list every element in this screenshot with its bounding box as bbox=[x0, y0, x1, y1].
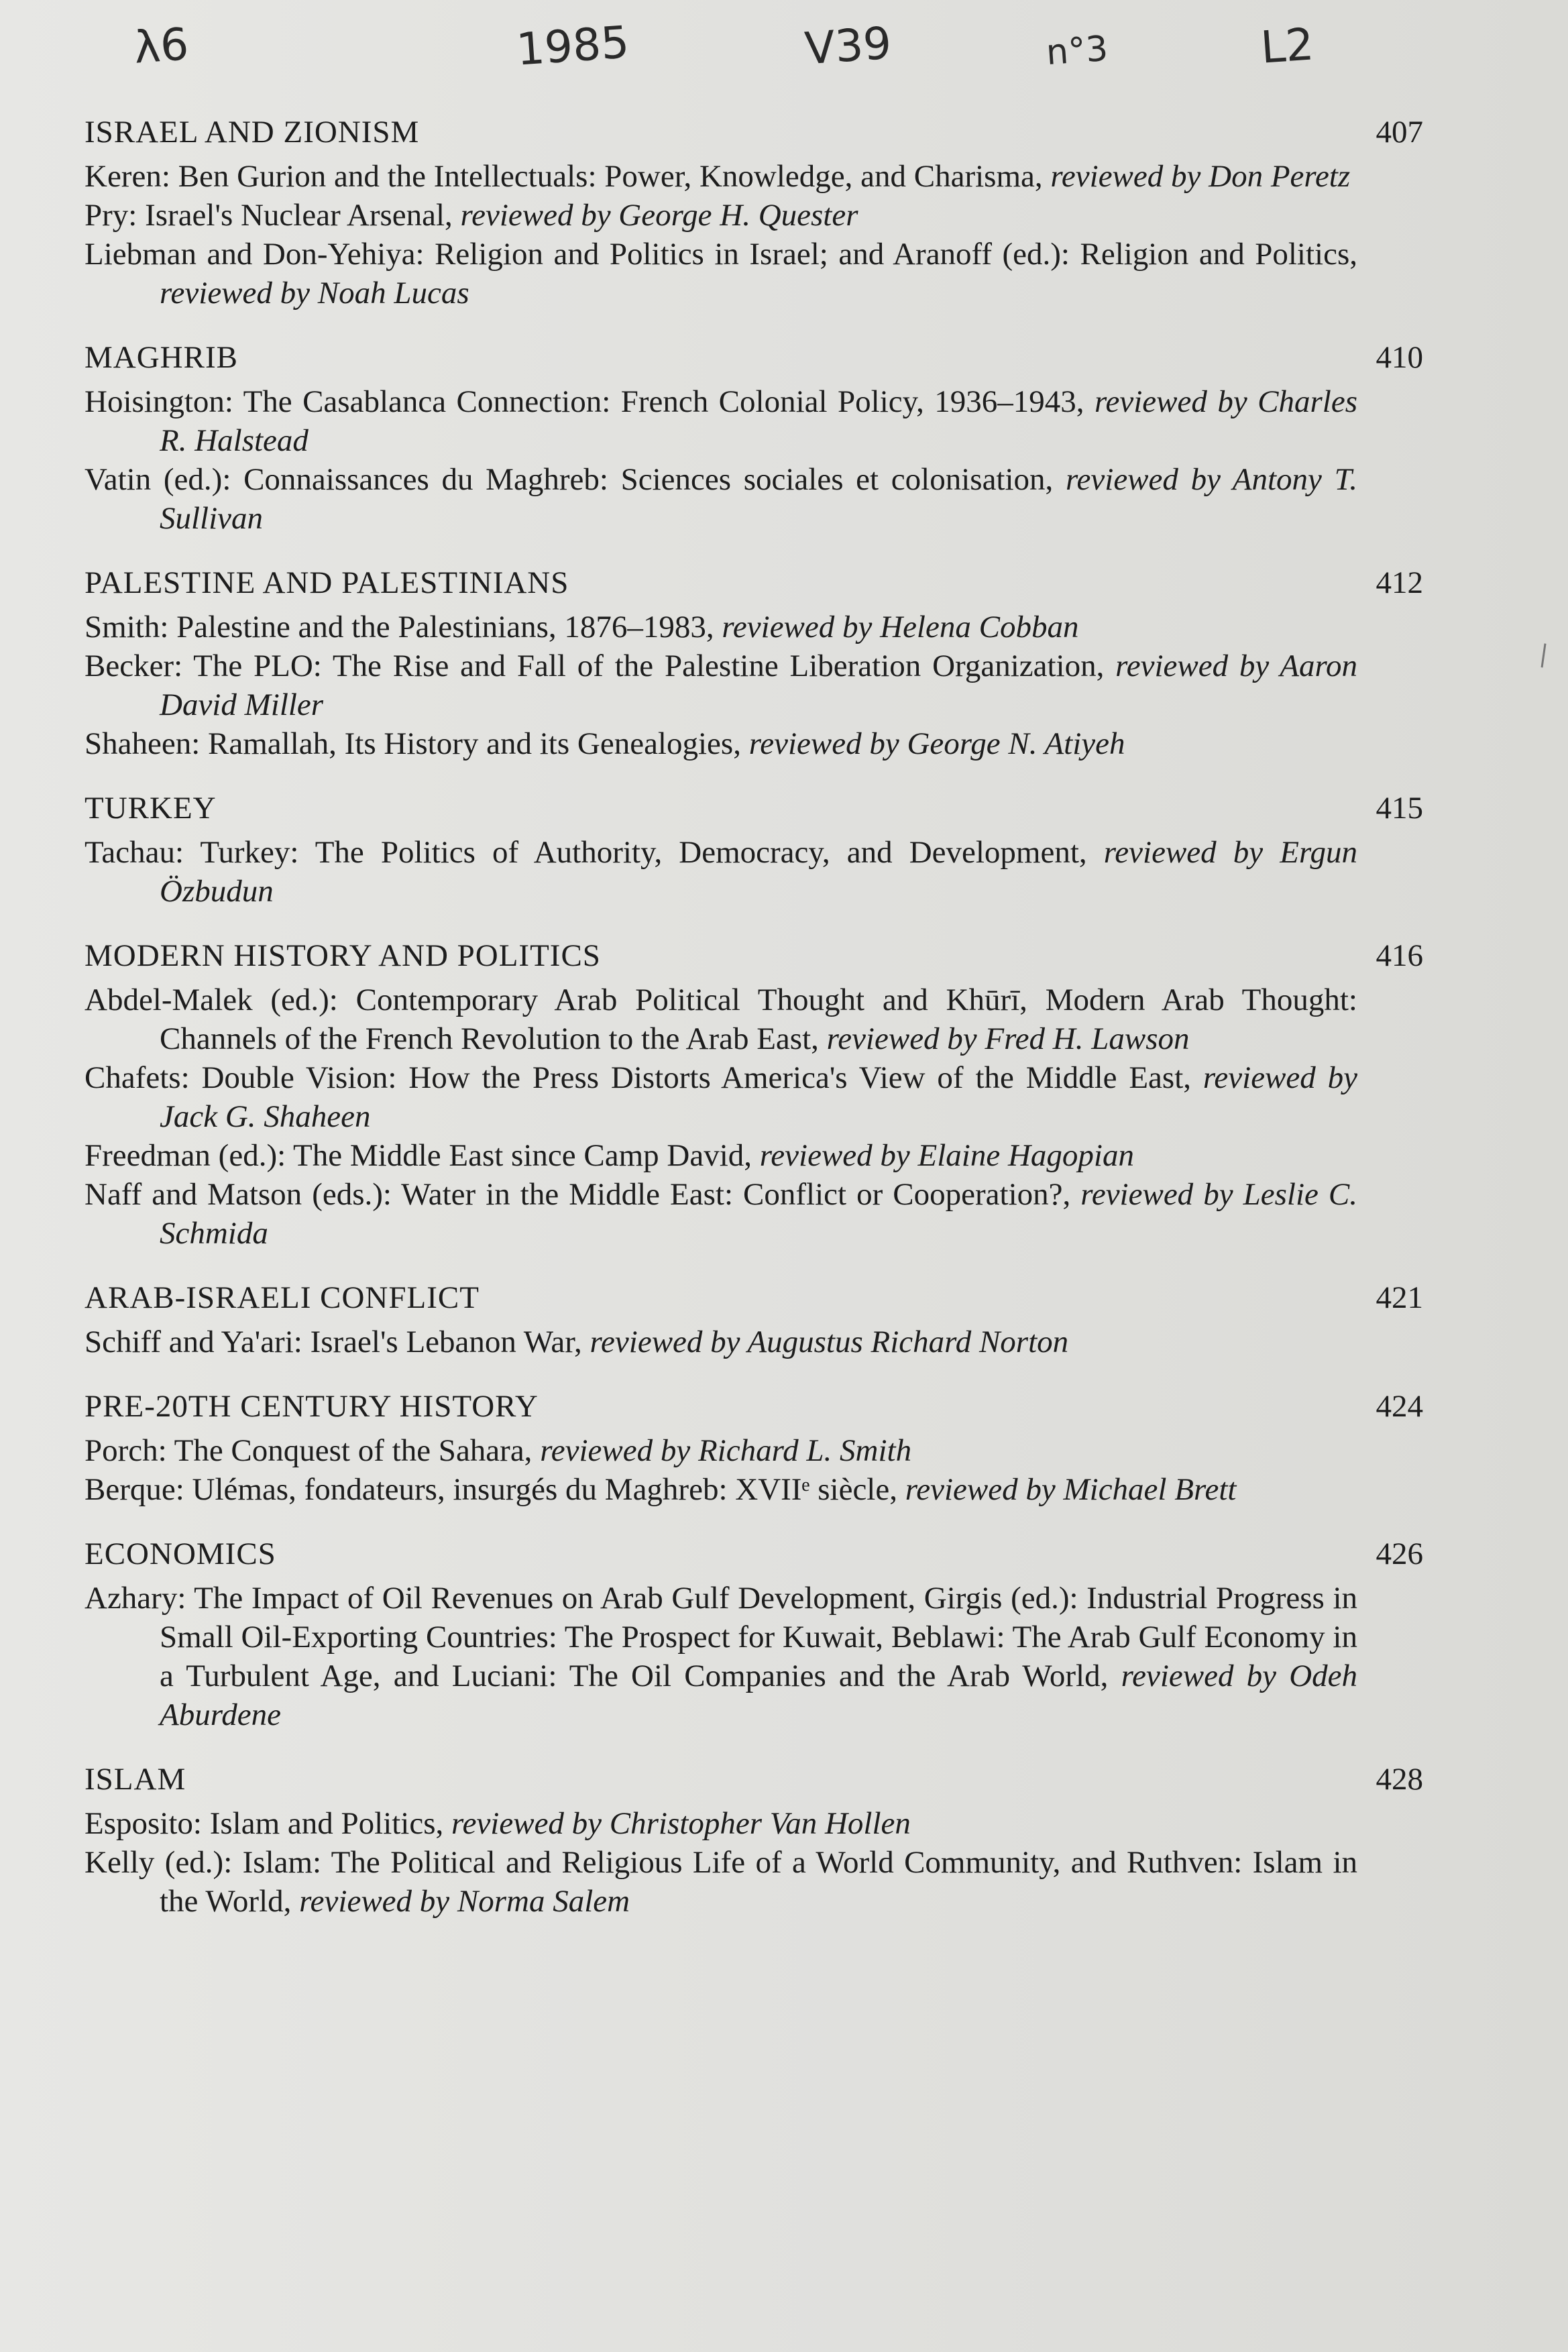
book-citation: Vatin (ed.): Connaissances du Maghreb: Sciences sociales et colonisation, bbox=[85, 462, 1054, 497]
reviewer-credit: reviewed by Elaine Hagopian bbox=[759, 1138, 1134, 1173]
section-heading bbox=[85, 339, 1423, 382]
section-title: ECONOMICS bbox=[85, 1536, 276, 1571]
review-entry bbox=[85, 196, 1357, 235]
section-page-number: 416 bbox=[1376, 938, 1423, 973]
table-of-contents bbox=[85, 114, 1426, 1948]
book-citation: Chafets: Double Vision: How the Press Distorts America's View of the Middle East, bbox=[85, 1060, 1192, 1095]
review-entry bbox=[85, 981, 1357, 1058]
review-entry bbox=[85, 647, 1357, 724]
review-entry bbox=[85, 608, 1357, 647]
section-page-number: 424 bbox=[1376, 1389, 1423, 1424]
section-heading bbox=[85, 938, 1423, 981]
section-heading bbox=[85, 1761, 1423, 1804]
book-citation: Abdel-Malek (ed.): Contemporary Arab Political Thought and Khūrī, Modern Arab Thought: Channels of the French Revolution to the Arab East, bbox=[85, 983, 1357, 1056]
section-heading bbox=[85, 1280, 1423, 1323]
review-entry bbox=[85, 1431, 1357, 1470]
section-page-number: 421 bbox=[1376, 1280, 1423, 1315]
section-title: PALESTINE AND PALESTINIANS bbox=[85, 565, 569, 600]
review-entry bbox=[85, 1175, 1357, 1253]
review-entry bbox=[85, 460, 1357, 538]
section-page-number: 412 bbox=[1376, 565, 1423, 600]
reviewer-credit: reviewed by Odeh Aburdene bbox=[160, 1659, 1358, 1732]
reviewer-credit: reviewed by Charles R. Halstead bbox=[160, 384, 1357, 458]
section-heading bbox=[85, 790, 1423, 833]
toc-section bbox=[85, 1536, 1426, 1734]
reviewer-credit: reviewed by Ergun Özbudun bbox=[160, 835, 1358, 909]
toc-section bbox=[85, 938, 1426, 1253]
book-citation: Azhary: The Impact of Oil Revenues on Arab Gulf Development, Girgis (ed.): Industrial Progress in Small Oil-Exporting Countries: The Prospect for Kuwait, Beblawi: The Arab Gulf Economy in a Turbulent Age, and Luciani: The Oil Companies and the Arab World, bbox=[85, 1581, 1357, 1693]
reviewer-credit: reviewed by Aaron David Miller bbox=[160, 649, 1357, 722]
review-entry bbox=[85, 1136, 1357, 1175]
toc-section bbox=[85, 1280, 1426, 1361]
section-heading bbox=[85, 1536, 1423, 1579]
review-entry bbox=[85, 724, 1357, 763]
section-heading bbox=[85, 1388, 1423, 1431]
reviewer-credit: reviewed by Jack G. Shaheen bbox=[160, 1060, 1357, 1134]
section-title: MODERN HISTORY AND POLITICS bbox=[85, 938, 601, 973]
book-citation: Naff and Matson (eds.): Water in the Middle East: Conflict or Cooperation?, bbox=[85, 1177, 1071, 1212]
handwritten-note: L2 bbox=[1259, 18, 1316, 74]
review-entry bbox=[85, 382, 1357, 460]
reviewer-credit: reviewed by Christopher Van Hollen bbox=[451, 1806, 911, 1841]
section-page-number: 426 bbox=[1376, 1536, 1423, 1571]
review-entry bbox=[85, 157, 1357, 196]
handwritten-note: λ6 bbox=[132, 18, 190, 74]
reviewer-credit: reviewed by George N. Atiyeh bbox=[748, 726, 1125, 761]
book-citation: Esposito: Islam and Politics, bbox=[85, 1806, 444, 1841]
reviewer-credit: reviewed by Michael Brett bbox=[905, 1472, 1237, 1507]
handwritten-note: n°3 bbox=[1045, 28, 1110, 74]
book-citation: Porch: The Conquest of the Sahara, bbox=[85, 1433, 533, 1468]
book-citation: Becker: The PLO: The Rise and Fall of the Palestine Liberation Organization, bbox=[85, 649, 1105, 683]
reviewer-credit: reviewed by Norma Salem bbox=[299, 1884, 630, 1919]
review-entry bbox=[85, 1323, 1357, 1361]
toc-section bbox=[85, 790, 1426, 911]
reviewer-credit: reviewed by Don Peretz bbox=[1050, 159, 1351, 194]
toc-section bbox=[85, 1761, 1426, 1921]
reviewer-credit: reviewed by Leslie C. Schmida bbox=[160, 1177, 1357, 1251]
handwritten-note: 1985 bbox=[514, 16, 631, 76]
toc-section bbox=[85, 114, 1426, 313]
section-page-number: 407 bbox=[1376, 115, 1423, 150]
reviewer-credit: reviewed by Richard L. Smith bbox=[540, 1433, 912, 1468]
book-citation: Smith: Palestine and the Palestinians, 1876–1983, bbox=[85, 610, 714, 645]
review-entry bbox=[85, 1470, 1357, 1509]
section-page-number: 428 bbox=[1376, 1762, 1423, 1797]
toc-section bbox=[85, 1388, 1426, 1509]
book-citation: Schiff and Ya'ari: Israel's Lebanon War, bbox=[85, 1325, 582, 1359]
section-title: ISRAEL AND ZIONISM bbox=[85, 115, 420, 150]
book-citation: Shaheen: Ramallah, Its History and its Genealogies, bbox=[85, 726, 741, 761]
book-citation: Kelly (ed.): Islam: The Political and Religious Life of a World Community, and Ruthven: Islam in the World, bbox=[85, 1845, 1357, 1919]
reviewer-credit: reviewed by Antony T. Sullivan bbox=[160, 462, 1358, 536]
toc-section bbox=[85, 339, 1426, 538]
section-title: TURKEY bbox=[85, 791, 217, 826]
book-citation: Liebman and Don-Yehiya: Religion and Politics in Israel; and Aranoff (ed.): Religion and Politics, bbox=[85, 237, 1357, 272]
reviewer-credit: reviewed by George H. Quester bbox=[460, 198, 858, 233]
section-title: MAGHRIB bbox=[85, 340, 238, 375]
book-citation: Keren: Ben Gurion and the Intellectuals: Power, Knowledge, and Charisma, bbox=[85, 159, 1043, 194]
review-entry bbox=[85, 1058, 1357, 1136]
stray-mark bbox=[1541, 643, 1552, 668]
section-heading bbox=[85, 114, 1423, 157]
review-entry bbox=[85, 1579, 1357, 1734]
section-title: ISLAM bbox=[85, 1762, 186, 1797]
book-citation: Freedman (ed.): The Middle East since Camp David, bbox=[85, 1138, 752, 1173]
reviewer-credit: reviewed by Noah Lucas bbox=[160, 276, 469, 311]
toc-section bbox=[85, 565, 1426, 763]
book-citation: Hoisington: The Casablanca Connection: French Colonial Policy, 1936–1943, bbox=[85, 384, 1084, 419]
book-citation: Berque: Ulémas, fondateurs, insurgés du Maghreb: XVIIᵉ siècle, bbox=[85, 1472, 897, 1507]
reviewer-credit: reviewed by Augustus Richard Norton bbox=[590, 1325, 1069, 1359]
book-citation: Tachau: Turkey: The Politics of Authority, Democracy, and Development, bbox=[85, 835, 1087, 870]
review-entry bbox=[85, 1804, 1357, 1843]
section-page-number: 410 bbox=[1376, 340, 1423, 375]
review-entry bbox=[85, 235, 1357, 313]
reviewer-credit: reviewed by Helena Cobban bbox=[722, 610, 1079, 645]
book-citation: Pry: Israel's Nuclear Arsenal, bbox=[85, 198, 453, 233]
review-entry bbox=[85, 1843, 1357, 1921]
section-title: PRE-20TH CENTURY HISTORY bbox=[85, 1389, 539, 1424]
review-entry bbox=[85, 833, 1357, 911]
handwritten-note: V39 bbox=[803, 17, 893, 75]
section-page-number: 415 bbox=[1376, 791, 1423, 826]
section-title: ARAB-ISRAELI CONFLICT bbox=[85, 1280, 480, 1315]
reviewer-credit: reviewed by Fred H. Lawson bbox=[826, 1021, 1190, 1056]
section-heading bbox=[85, 565, 1423, 608]
